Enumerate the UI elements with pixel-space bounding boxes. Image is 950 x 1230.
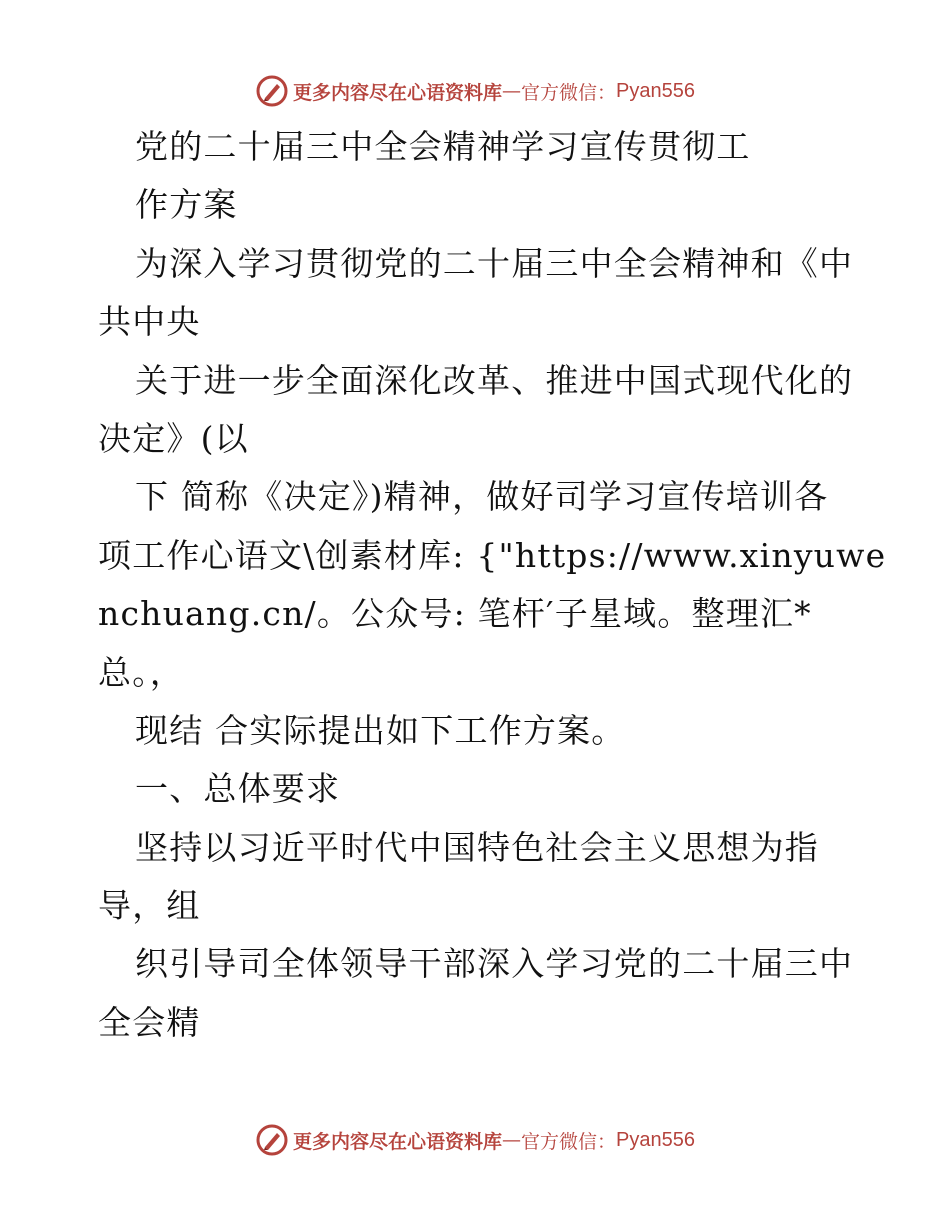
text-line: 导，组 bbox=[98, 886, 201, 926]
text-line: 共中央 bbox=[98, 302, 201, 342]
text-line: 决定》(以 bbox=[98, 418, 249, 458]
text-line: 现结 合实际提出如下工作方案。 bbox=[135, 710, 626, 750]
footer-banner bbox=[0, 1120, 950, 1160]
header-banner bbox=[0, 71, 950, 111]
text-line: 关于进一步全面深化改革、推进中国式现代化的 bbox=[135, 360, 854, 400]
text-line: 总。， bbox=[98, 652, 185, 692]
text-line: 下 简称《决定》)精神，做好司学习宣传培训各 bbox=[135, 477, 829, 517]
banner-separator: — bbox=[502, 80, 522, 102]
text-line: 作方案 bbox=[135, 185, 238, 225]
text-line: 织引导司全体领导干部深入学习党的二十届三中 bbox=[135, 944, 854, 984]
section-heading: 一、总体要求 bbox=[135, 769, 341, 809]
banner-wechat-label: 官方微信： bbox=[521, 81, 617, 104]
text-line: 为深入学习贯彻党的二十届三中全会精神和《中 bbox=[135, 243, 854, 283]
pen-logo-icon bbox=[255, 1123, 289, 1157]
text-line: 党的二十届三中全会精神学习宣传贯彻工 bbox=[135, 127, 751, 166]
banner-wechat-id: Pyan556 bbox=[616, 1128, 695, 1151]
text-line: 全会精 bbox=[98, 1002, 201, 1042]
text-line: nchuang.cn/。公众号: 笔杆′子星域。整理汇* bbox=[98, 594, 812, 634]
text-line: 坚持以习近平时代中国特色社会主义思想为指 bbox=[135, 827, 819, 867]
banner-text: 更多内容尽在心语资料库 bbox=[293, 81, 503, 104]
banner-wechat-id: Pyan556 bbox=[616, 79, 695, 102]
text-line: 项工作心语文\创素材库: {"https://www.xinyuwe bbox=[98, 535, 887, 575]
banner-separator: — bbox=[502, 1129, 522, 1151]
banner-wechat-label: 官方微信： bbox=[521, 1130, 617, 1153]
banner-text: 更多内容尽在心语资料库 bbox=[293, 1130, 503, 1153]
pen-logo-icon bbox=[255, 74, 289, 108]
document-body bbox=[98, 118, 887, 1052]
